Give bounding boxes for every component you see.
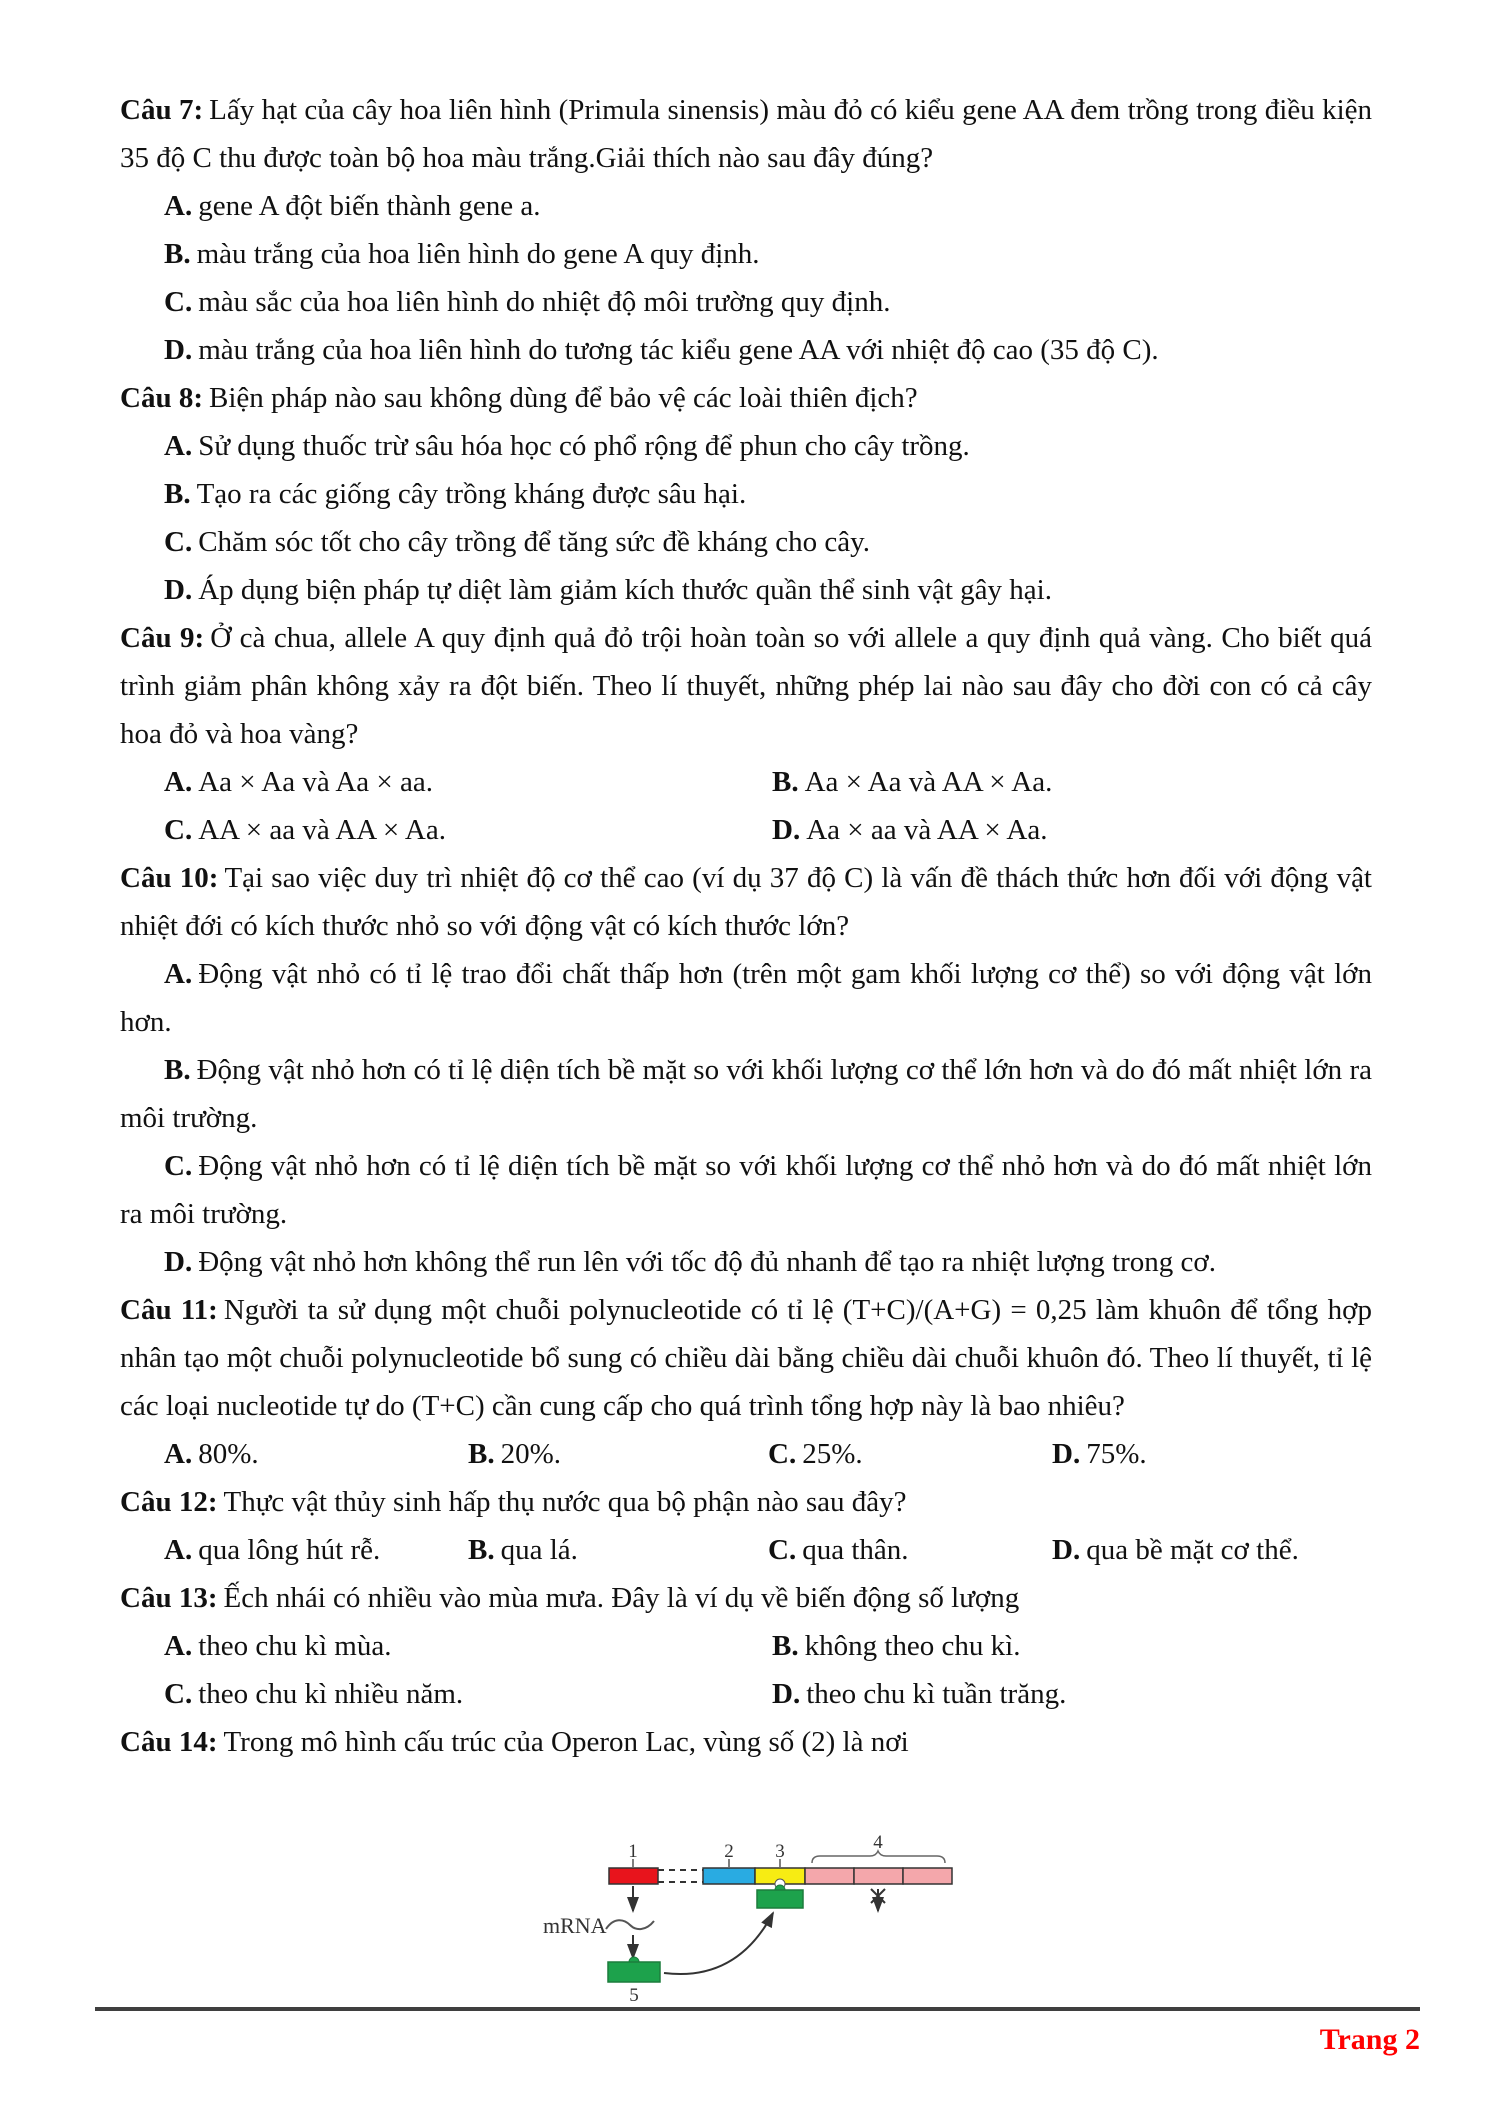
option-b xyxy=(424,1430,724,1478)
option-a xyxy=(120,1430,424,1478)
option-a xyxy=(120,422,1372,470)
option-letter: C. xyxy=(164,1678,193,1710)
option-text: màu sắc của hoa liên hình do nhiệt độ môi trường quy định. xyxy=(198,286,891,318)
question-12 xyxy=(120,1478,1372,1574)
option-d xyxy=(120,566,1372,614)
option-c xyxy=(120,278,1372,326)
option-text: Chăm sóc tốt cho cây trồng để tăng sức đề kháng cho cây. xyxy=(198,526,870,558)
question-number: Câu 14: xyxy=(120,1726,218,1758)
question-stem xyxy=(120,854,1372,950)
structural-gene-box xyxy=(805,1868,854,1884)
option-d xyxy=(728,1670,1372,1718)
option-letter: D. xyxy=(772,814,801,846)
question-text: Ở cà chua, allele A quy định quả đỏ trội hoàn toàn so với allele a quy định quả vàng. Cho biết quá trình giảm phân không xảy ra đột biến. Theo lí thuyết, những phép lai nào sau đây cho đời con có cả cây hoa đỏ và hoa vàng? xyxy=(120,622,1373,750)
option-row xyxy=(120,1670,1372,1718)
question-number: Câu 12: xyxy=(120,1486,218,1518)
option-d xyxy=(1008,1430,1372,1478)
question-text: Lấy hạt của cây hoa liên hình (Primula sinensis) màu đỏ có kiểu gene AA đem trồng trong điều kiện 35 độ C thu được toàn bộ hoa màu trắng.Giải thích nào sau đây đúng? xyxy=(120,94,1372,174)
question-number: Câu 10: xyxy=(120,862,219,894)
page-number: Trang 2 xyxy=(1319,2023,1420,2056)
option-a xyxy=(120,1622,728,1670)
option-letter: C. xyxy=(768,1534,797,1566)
option-letter: B. xyxy=(772,766,799,798)
option-letter: B. xyxy=(164,478,191,510)
region-2-label: 2 xyxy=(724,1841,734,1862)
option-letter: A. xyxy=(164,430,193,462)
question-text: Biện pháp nào sau không dùng để bảo vệ các loài thiên địch? xyxy=(208,382,918,414)
option-text: gene A đột biến thành gene a. xyxy=(198,190,541,222)
option-row xyxy=(120,1430,1372,1478)
option-b xyxy=(728,1622,1372,1670)
option-letter: D. xyxy=(164,334,193,366)
option-letter: B. xyxy=(164,1054,191,1086)
option-c xyxy=(724,1526,1008,1574)
option-letter: D. xyxy=(1052,1534,1081,1566)
option-text: Aa × Aa và Aa × aa. xyxy=(198,766,434,798)
option-d xyxy=(1008,1526,1372,1574)
option-text: Aa × aa và AA × Aa. xyxy=(806,814,1048,846)
question-13 xyxy=(120,1574,1372,1718)
option-letter: C. xyxy=(768,1438,797,1470)
question-number: Câu 7: xyxy=(120,94,204,126)
option-letter: A. xyxy=(164,1438,193,1470)
option-text: Động vật nhỏ có tỉ lệ trao đổi chất thấp hơn (trên một gam khối lượng cơ thể) so với động vật lớn hơn. xyxy=(120,958,1372,1038)
question-14 xyxy=(120,1718,1372,1766)
option-text: qua thân. xyxy=(802,1534,909,1566)
option-d xyxy=(728,806,1372,854)
option-text: 80%. xyxy=(198,1438,259,1470)
option-b xyxy=(120,1046,1372,1142)
option-c xyxy=(120,1670,728,1718)
option-text: Động vật nhỏ hơn không thể run lên với tốc độ đủ nhanh để tạo ra nhiệt lượng trong cơ. xyxy=(198,1246,1216,1278)
repressor-product-box xyxy=(608,1962,660,1982)
option-text: Động vật nhỏ hơn có tỉ lệ diện tích bề mặt so với khối lượng cơ thể lớn hơn và do đó mất nhiệt lớn ra môi trường. xyxy=(120,1054,1372,1134)
option-letter: D. xyxy=(164,1246,193,1278)
question-text: Người ta sử dụng một chuỗi polynucleotide có tỉ lệ (T+C)/(A+G) = 0,25 làm khuôn để tổng hợp nhân tạo một chuỗi polynucleotide bổ sung có chiều dài bằng chiều dài chuỗi khuôn đó. Theo lí thuyết, tỉ lệ các loại nucleotide tự do (T+C) cần cung cấp cho quá trình tổng hợp này là bao nhiêu? xyxy=(120,1294,1372,1422)
option-letter: C. xyxy=(164,814,193,846)
exam-content xyxy=(120,86,1372,1766)
option-text: AA × aa và AA × Aa. xyxy=(198,814,446,846)
option-text: màu trắng của hoa liên hình do tương tác kiểu gene AA với nhiệt độ cao (35 độ C). xyxy=(198,334,1159,366)
option-letter: A. xyxy=(164,190,193,222)
regulatory-gene-box xyxy=(609,1868,658,1884)
option-letter: A. xyxy=(164,1630,193,1662)
question-stem xyxy=(120,1478,1372,1526)
option-letter: D. xyxy=(772,1678,801,1710)
option-letter: D. xyxy=(1052,1438,1081,1470)
option-text: 75%. xyxy=(1086,1438,1147,1470)
option-text: Áp dụng biện pháp tự diệt làm giảm kích thước quần thể sinh vật gây hại. xyxy=(198,574,1052,606)
promoter-box xyxy=(703,1868,755,1884)
repressor-protein-box xyxy=(757,1890,803,1908)
question-8 xyxy=(120,374,1372,614)
option-c xyxy=(120,1142,1372,1238)
option-a xyxy=(120,950,1372,1046)
option-row xyxy=(120,806,1372,854)
option-b xyxy=(728,758,1372,806)
option-c xyxy=(724,1430,1008,1478)
option-text: qua lông hút rễ. xyxy=(198,1534,381,1566)
option-d xyxy=(120,326,1372,374)
option-a xyxy=(120,182,1372,230)
option-b xyxy=(120,230,1372,278)
option-letter: C. xyxy=(164,526,193,558)
question-stem xyxy=(120,1574,1372,1622)
footer-rule xyxy=(95,2007,1420,2011)
structural-gene-box xyxy=(903,1868,952,1884)
option-row xyxy=(120,1622,1372,1670)
question-text: Trong mô hình cấu trúc của Operon Lac, vùng số (2) là nơi xyxy=(223,1726,909,1758)
option-letter: B. xyxy=(164,238,191,270)
option-letter: C. xyxy=(164,286,193,318)
option-text: Sử dụng thuốc trừ sâu hóa học có phổ rộng để phun cho cây trồng. xyxy=(198,430,970,462)
question-number: Câu 13: xyxy=(120,1582,218,1614)
question-text: Tại sao việc duy trì nhiệt độ cơ thể cao (ví dụ 37 độ C) là vấn đề thách thức hơn đối với động vật nhiệt đới có kích thước nhỏ so với động vật có kích thước lớn? xyxy=(120,862,1372,942)
option-letter: B. xyxy=(772,1630,799,1662)
question-stem xyxy=(120,1718,1372,1766)
option-text: qua lá. xyxy=(500,1534,578,1566)
option-b xyxy=(424,1526,724,1574)
question-number: Câu 8: xyxy=(120,382,203,414)
option-text: không theo chu kì. xyxy=(804,1630,1021,1662)
region-1-label: 1 xyxy=(628,1841,638,1862)
question-stem xyxy=(120,86,1372,182)
question-stem xyxy=(120,374,1372,422)
option-text: theo chu kì nhiều năm. xyxy=(198,1678,464,1710)
option-letter: A. xyxy=(164,958,193,990)
option-d xyxy=(120,1238,1372,1286)
option-letter: B. xyxy=(468,1438,495,1470)
option-a xyxy=(120,1526,424,1574)
binding-arrow xyxy=(664,1913,773,1974)
question-11 xyxy=(120,1286,1372,1478)
option-row xyxy=(120,758,1372,806)
question-text: Thực vật thủy sinh hấp thụ nước qua bộ phận nào sau đây? xyxy=(223,1486,907,1518)
brace xyxy=(812,1851,945,1863)
question-9 xyxy=(120,614,1372,854)
option-text: 25%. xyxy=(802,1438,863,1470)
option-c xyxy=(120,806,728,854)
mrna-label: mRNA xyxy=(543,1913,607,1938)
option-letter: A. xyxy=(164,1534,193,1566)
question-number: Câu 9: xyxy=(120,622,205,654)
question-stem xyxy=(120,614,1372,758)
question-text: Ếch nhái có nhiều vào mùa mưa. Đây là ví dụ về biến động số lượng xyxy=(223,1582,1020,1614)
operon-lac-diagram xyxy=(540,1833,970,2008)
question-10 xyxy=(120,854,1372,1286)
option-text: qua bề mặt cơ thể. xyxy=(1086,1534,1299,1566)
question-7 xyxy=(120,86,1372,374)
option-text: theo chu kì tuần trăng. xyxy=(806,1678,1067,1710)
option-text: theo chu kì mùa. xyxy=(198,1630,392,1662)
option-text: màu trắng của hoa liên hình do gene A quy định. xyxy=(196,238,760,270)
option-c xyxy=(120,518,1372,566)
option-text: Động vật nhỏ hơn có tỉ lệ diện tích bề mặt so với khối lượng cơ thể nhỏ hơn và do đó mất nhiệt lớn ra môi trường. xyxy=(120,1150,1372,1230)
option-letter: C. xyxy=(164,1150,193,1182)
option-a xyxy=(120,758,728,806)
option-letter: A. xyxy=(164,766,193,798)
region-4-label: 4 xyxy=(873,1833,883,1853)
protein-5-label: 5 xyxy=(629,1985,639,2006)
option-text: 20%. xyxy=(500,1438,562,1470)
option-text: Tạo ra các giống cây trồng kháng được sâu hại. xyxy=(196,478,747,510)
option-text: Aa × Aa và AA × Aa. xyxy=(804,766,1053,798)
option-letter: B. xyxy=(468,1534,495,1566)
mrna-squiggle xyxy=(606,1920,654,1929)
option-row xyxy=(120,1526,1372,1574)
region-3-label: 3 xyxy=(775,1841,785,1862)
option-b xyxy=(120,470,1372,518)
option-letter: D. xyxy=(164,574,193,606)
question-number: Câu 11: xyxy=(120,1294,218,1326)
structural-gene-box xyxy=(854,1868,903,1884)
question-stem xyxy=(120,1286,1372,1430)
